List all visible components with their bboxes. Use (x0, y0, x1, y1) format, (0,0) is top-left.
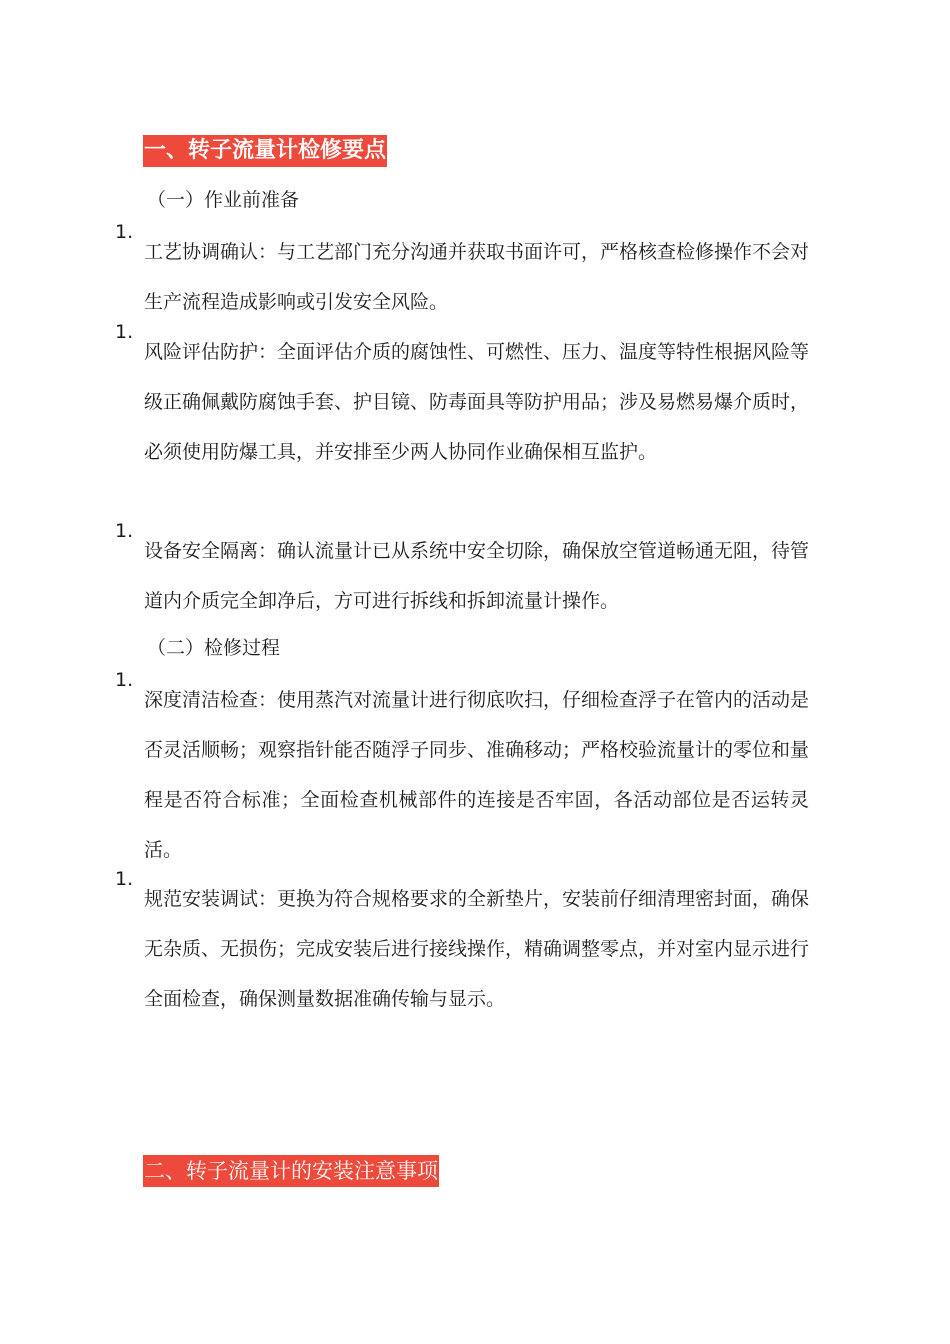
subsection-title-preparation: （一）作业前准备 (147, 189, 300, 211)
list-item-text: 工艺协调确认：与工艺部门充分沟通并获取书面许可，严格核查检修操作不会对生产流程造成影响或引发安全风险。 (144, 241, 810, 313)
list-item-text: 风险评估防护：全面评估介质的腐蚀性、可燃性、压力、温度等特性根据风险等级正确佩戴防腐蚀手套、护目镜、防毒面具等防护用品；涉及易燃易爆介质时，必须使用防爆工具，并安排至少两人协同作业确保相互监护。 (144, 341, 810, 463)
list-item-text: 设备安全隔离：确认流量计已从系统中安全切除，确保放空管道畅通无阻，待管道内介质完全卸净后，方可进行拆线和拆卸流量计操作。 (144, 540, 810, 612)
list-item-text: 深度清洁检查：使用蒸汽对流量计进行彻底吹扫，仔细检查浮子在管内的活动是否灵活顺畅；观察指针能否随浮子同步、准确移动；严格校验流量计的零位和量程是否符合标准；全面检查机械部件的连接是否牢固，各活动部位是否运转灵活。 (144, 689, 810, 861)
list-item-number: 1. (115, 868, 134, 890)
subsection-title-process: （二）检修过程 (147, 637, 281, 659)
list-item-number: 1. (115, 669, 134, 691)
section-heading-1-text: 一、转子流量计检修要点 (143, 135, 387, 167)
list-item-number: 1. (115, 321, 134, 343)
section-heading-2-text: 二、转子流量计的安装注意事项 (143, 1155, 439, 1187)
list-item-text: 规范安装调试：更换为符合规格要求的全新垫片，安装前仔细清理密封面，确保无杂质、无损伤；完成安装后进行接线操作，精确调整零点，并对室内显示进行全面检查，确保测量数据准确传输与显示。 (144, 888, 810, 1010)
list-item-number: 1. (115, 221, 134, 243)
section-heading-1 (143, 135, 387, 167)
section-heading-2 (143, 1155, 439, 1187)
list-item-number: 1. (115, 520, 134, 542)
